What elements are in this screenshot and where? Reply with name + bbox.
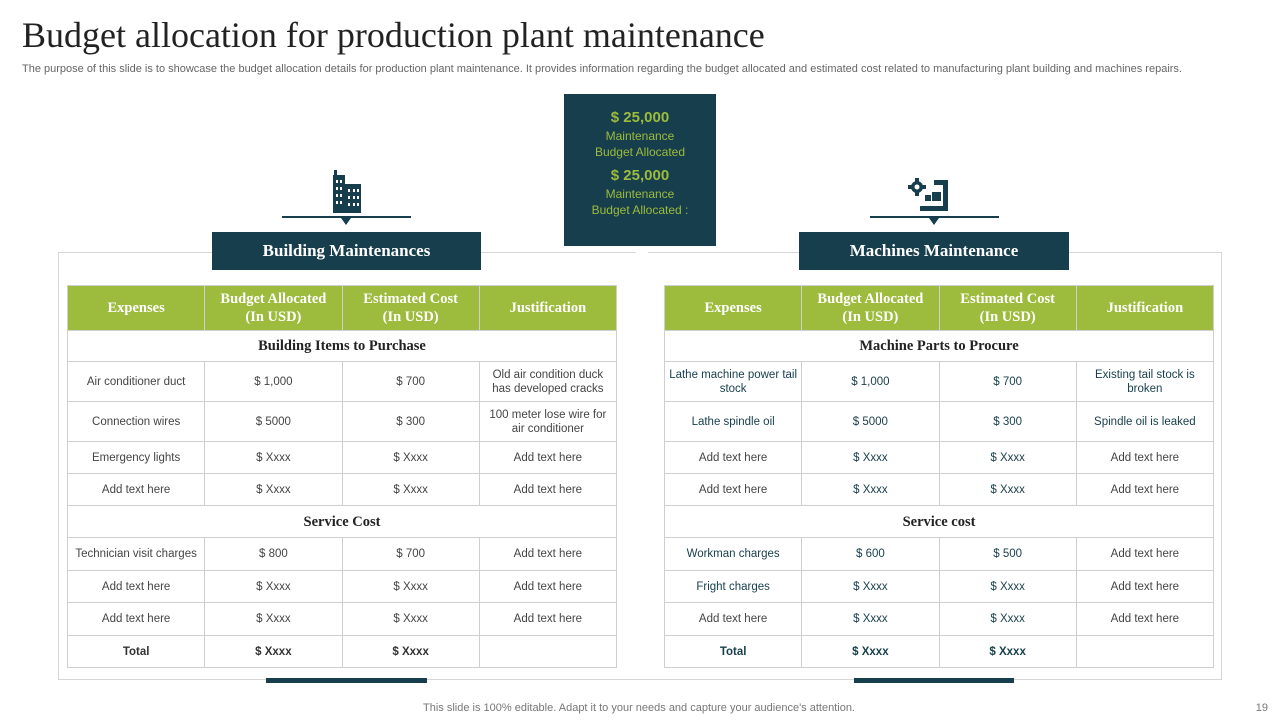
cell-justification: 100 meter lose wire for air conditioner (479, 402, 616, 442)
cell-budget: $ 800 (205, 538, 342, 571)
group-title-parts: Machine Parts to Procure (665, 331, 1214, 362)
table-header-row (68, 286, 617, 331)
cell-expense: Technician visit charges (68, 538, 205, 571)
cell-estimated: $ Xxxx (939, 571, 1076, 603)
table-row (68, 362, 617, 402)
cell-expense: Lathe machine power tail stock (665, 362, 802, 402)
cell-estimated: $ 700 (939, 362, 1076, 402)
column-header-budget-allocated: Budget Allocated (In USD) (802, 286, 939, 331)
budget-label-2-line1: Maintenance (605, 187, 675, 201)
table-row (665, 538, 1214, 571)
cell-total-estimated: $ Xxxx (939, 636, 1076, 668)
group-row (68, 506, 617, 538)
budget-amount-1: $ 25,000 (610, 109, 670, 126)
table-row (665, 603, 1214, 636)
footer-note: This slide is 100% editable. Adapt it to your needs and capture your audience's attention. (423, 702, 855, 714)
cell-justification: Add text here (479, 603, 616, 636)
table-row (68, 538, 617, 571)
left-divider-pointer (341, 218, 351, 225)
table-header-row (665, 286, 1214, 331)
table-row (68, 474, 617, 506)
left-bottom-bar (266, 678, 427, 683)
table-row (665, 362, 1214, 402)
budget-label-1-line2: Budget Allocated (594, 145, 686, 159)
group-title-service: Service Cost (68, 506, 617, 538)
cell-budget: $ 1,000 (802, 362, 939, 402)
cell-justification: Add text here (1076, 603, 1213, 636)
group-row (68, 331, 617, 362)
cell-budget: $ Xxxx (205, 474, 342, 506)
machines-maintenance-header: Machines Maintenance (799, 232, 1069, 270)
cell-budget: $ Xxxx (802, 474, 939, 506)
cell-budget: $ Xxxx (802, 442, 939, 474)
group-row (665, 331, 1214, 362)
cell-budget: $ 1,000 (205, 362, 342, 402)
cell-justification: Add text here (1076, 538, 1213, 571)
cell-expense: Lathe spindle oil (665, 402, 802, 442)
page-number: 19 (1255, 702, 1268, 714)
column-header-expenses: Expenses (665, 286, 802, 331)
cell-total-budget: $ Xxxx (205, 636, 342, 668)
building-maintenance-table (67, 285, 617, 668)
cell-justification: Add text here (1076, 442, 1213, 474)
cell-budget: $ 600 (802, 538, 939, 571)
cell-total-justification (479, 636, 616, 668)
cell-justification: Existing tail stock is broken (1076, 362, 1213, 402)
cell-expense: Fright charges (665, 571, 802, 603)
cell-estimated: $ Xxxx (342, 442, 479, 474)
cell-expense: Add text here (68, 603, 205, 636)
column-header-justification: Justification (479, 286, 616, 331)
page-title: Budget allocation for production plant maintenance (22, 15, 765, 55)
cell-total-label: Total (665, 636, 802, 668)
cell-expense: Add text here (665, 474, 802, 506)
cell-total-justification (1076, 636, 1213, 668)
right-bottom-bar (854, 678, 1014, 683)
page-subtitle: The purpose of this slide is to showcase the budget allocation details for production plant maintenance. It provides information regarding the budget allocated and estimated cost related to manufacturing plant building and machines repairs. (22, 63, 1182, 75)
cell-expense: Add text here (68, 571, 205, 603)
cell-expense: Add text here (68, 474, 205, 506)
cell-estimated: $ Xxxx (342, 571, 479, 603)
right-divider-pointer (929, 218, 939, 225)
cell-justification: Add text here (479, 538, 616, 571)
machines-maintenance-table (664, 285, 1214, 668)
cell-budget: $ Xxxx (802, 603, 939, 636)
table-row (665, 474, 1214, 506)
column-header-budget-allocated: Budget Allocated (In USD) (205, 286, 342, 331)
table-row (68, 571, 617, 603)
total-row (68, 636, 617, 668)
cell-expense: Connection wires (68, 402, 205, 442)
budget-summary-box (564, 94, 716, 246)
cell-expense: Emergency lights (68, 442, 205, 474)
table-row (665, 442, 1214, 474)
cell-justification: Add text here (479, 442, 616, 474)
table-row (68, 442, 617, 474)
column-header-expenses: Expenses (68, 286, 205, 331)
budget-amount-2: $ 25,000 (610, 167, 670, 184)
cell-estimated: $ 700 (342, 362, 479, 402)
cell-justification: Add text here (1076, 571, 1213, 603)
building-maintenance-header: Building Maintenances (212, 232, 481, 270)
group-title-service: Service cost (665, 506, 1214, 538)
cell-estimated: $ Xxxx (342, 603, 479, 636)
cell-budget: $ Xxxx (205, 603, 342, 636)
budget-label-1-line1: Maintenance (605, 129, 675, 143)
cell-estimated: $ 700 (342, 538, 479, 571)
cell-estimated: $ Xxxx (939, 603, 1076, 636)
cell-justification: Add text here (1076, 474, 1213, 506)
cell-estimated: $ Xxxx (939, 474, 1076, 506)
table-row (68, 603, 617, 636)
frame-gap (636, 246, 648, 258)
cell-budget: $ 5000 (205, 402, 342, 442)
cell-budget: $ Xxxx (205, 571, 342, 603)
cell-justification: Add text here (479, 571, 616, 603)
cell-estimated: $ Xxxx (939, 442, 1076, 474)
table-row (68, 402, 617, 442)
cell-total-label: Total (68, 636, 205, 668)
machine-gear-icon (908, 178, 950, 214)
cell-expense: Add text here (665, 603, 802, 636)
cell-estimated: $ 500 (939, 538, 1076, 571)
cell-estimated: $ 300 (342, 402, 479, 442)
cell-budget: $ Xxxx (802, 571, 939, 603)
cell-expense: Add text here (665, 442, 802, 474)
cell-estimated: $ 300 (939, 402, 1076, 442)
cell-expense: Workman charges (665, 538, 802, 571)
cell-justification: Spindle oil is leaked (1076, 402, 1213, 442)
cell-total-estimated: $ Xxxx (342, 636, 479, 668)
cell-expense: Air conditioner duct (68, 362, 205, 402)
cell-budget: $ 5000 (802, 402, 939, 442)
cell-justification: Add text here (479, 474, 616, 506)
group-title-items: Building Items to Purchase (68, 331, 617, 362)
total-row (665, 636, 1214, 668)
table-row (665, 402, 1214, 442)
cell-justification: Old air condition duck has developed cracks (479, 362, 616, 402)
cell-total-budget: $ Xxxx (802, 636, 939, 668)
cell-budget: $ Xxxx (205, 442, 342, 474)
group-row (665, 506, 1214, 538)
column-header-justification: Justification (1076, 286, 1213, 331)
table-row (665, 571, 1214, 603)
column-header-estimated-cost: Estimated Cost (In USD) (342, 286, 479, 331)
column-header-estimated-cost: Estimated Cost (In USD) (939, 286, 1076, 331)
cell-estimated: $ Xxxx (342, 474, 479, 506)
budget-label-2-line2: Budget Allocated : (591, 203, 689, 217)
building-icon (331, 170, 363, 214)
